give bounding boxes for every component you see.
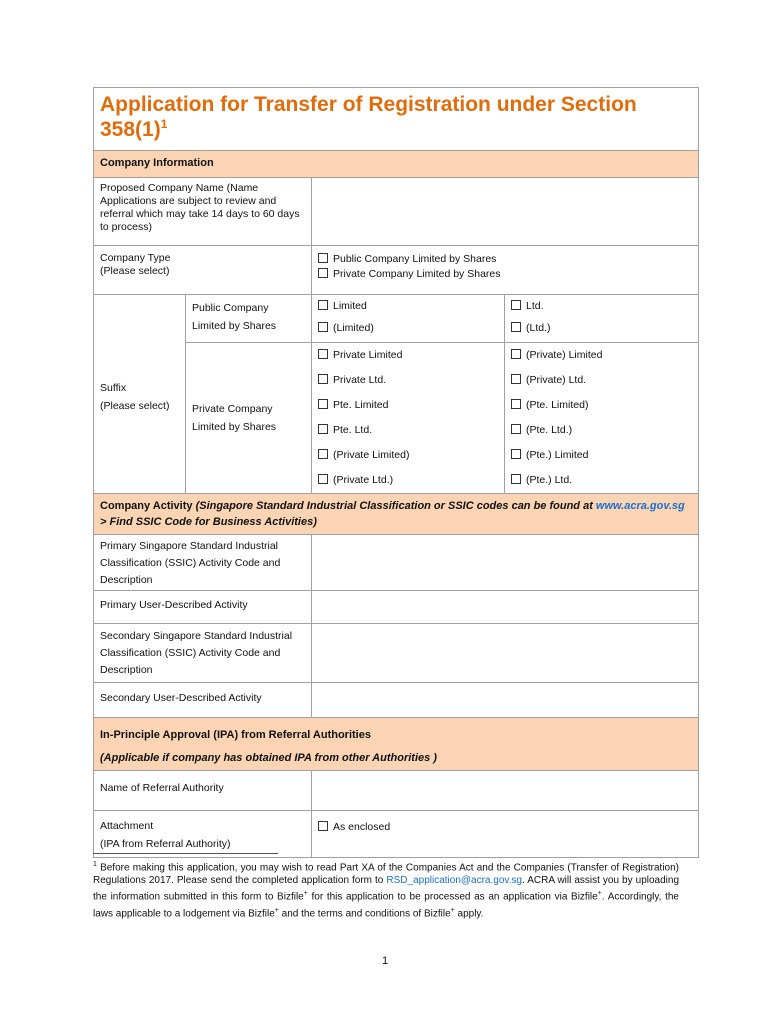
proposed-name-label: Proposed Company Name (Name Applications are subject to review and referral which may take 14 days to 60 days to process) [94, 178, 312, 246]
suffix-option[interactable]: (Pte. Limited) [505, 393, 699, 418]
suffix-option[interactable]: (Private Ltd.) [312, 468, 505, 494]
suffix-option[interactable]: (Pte.) Limited [505, 443, 699, 468]
checkbox-icon[interactable] [318, 449, 328, 459]
checkbox-icon[interactable] [318, 322, 328, 332]
ipa-header: In-Principle Approval (IPA) from Referral Authorities (Applicable if company has obtained IPA from other Authorities ) [94, 718, 699, 771]
title-cell [94, 88, 699, 151]
footnote-divider [93, 853, 278, 854]
checkbox-icon[interactable] [318, 374, 328, 384]
suffix-label: Suffix (Please select) [94, 295, 186, 494]
acra-website-link[interactable]: www.acra.gov.sg [595, 500, 685, 512]
suffix-option[interactable]: (Private) Limited [505, 343, 699, 369]
company-type-option-public[interactable]: Public Company Limited by Shares [318, 252, 692, 267]
public-company-label: Public Company Limited by Shares [186, 295, 312, 343]
checkbox-icon[interactable] [318, 349, 328, 359]
checkbox-icon[interactable] [511, 322, 521, 332]
checkbox-icon[interactable] [318, 300, 328, 310]
checkbox-icon[interactable] [318, 424, 328, 434]
ipa-subheader: (Applicable if company has obtained IPA from other Authorities ) [100, 752, 437, 764]
suffix-option[interactable]: Pte. Limited [312, 393, 505, 418]
suffix-option[interactable]: Pte. Ltd. [312, 418, 505, 443]
checkbox-icon[interactable] [511, 399, 521, 409]
suffix-option[interactable]: Private Limited [312, 343, 505, 369]
title-footnote-mark: 1 [160, 117, 168, 131]
secondary-ssic-input[interactable] [312, 624, 699, 683]
footnote: $^1$ Before making this application, you may wish to read Part XA of the Companies Act and the Companies (Transfer of Registration) Regulations 2017. Please send the completed application form to RSD_application@acra.gov.sg. ACRA will assist you by uploading the information submitted in this form to Bizfile+ for this application to be processed as an application via Bizfile+. Accordingly, the laws applicable to a lodgement via Bizfile+ and the terms and conditions of Bizfile+ apply. [93, 861, 680, 919]
checkbox-icon[interactable] [511, 300, 521, 310]
company-type-option-private[interactable]: Private Company Limited by Shares [318, 267, 692, 282]
checkbox-icon[interactable] [511, 374, 521, 384]
attachment-label: Attachment (IPA from Referral Authority) [94, 811, 312, 858]
proposed-name-input[interactable] [312, 178, 699, 246]
secondary-user-activity-input[interactable] [312, 683, 699, 718]
secondary-ssic-label: Secondary Singapore Standard Industrial Classification (SSIC) Activity Code and Description [94, 624, 312, 683]
checkbox-icon[interactable] [511, 349, 521, 359]
company-type-label: Company Type (Please select) [94, 246, 312, 295]
checkbox-icon[interactable] [318, 253, 328, 263]
company-activity-header: Company Activity (Singapore Standard Industrial Classification or SSIC codes can be found at www.acra.gov.sg > Find SSIC Code for Business Activities) [94, 494, 699, 535]
suffix-option[interactable]: (Pte. Ltd.) [505, 418, 699, 443]
suffix-option[interactable]: (Pte.) Ltd. [505, 468, 699, 494]
application-form-table [93, 87, 699, 858]
form-title: Application for Transfer of Registration under Section $358(1)^1$ [100, 93, 637, 141]
checkbox-icon[interactable] [318, 474, 328, 484]
primary-user-activity-input[interactable] [312, 591, 699, 624]
checkbox-icon[interactable] [511, 424, 521, 434]
checkbox-icon[interactable] [318, 268, 328, 278]
checkbox-icon[interactable] [318, 399, 328, 409]
company-info-header: Company Information [94, 151, 699, 178]
suffix-option[interactable]: (Private Limited) [312, 443, 505, 468]
suffix-option[interactable]: (Private) Ltd. [505, 368, 699, 393]
referral-authority-label: Name of Referral Authority [94, 771, 312, 811]
checkbox-icon[interactable] [318, 821, 328, 831]
private-company-label: Private Company Limited by Shares [186, 343, 312, 494]
checkbox-icon[interactable] [511, 449, 521, 459]
company-type-options [312, 246, 699, 295]
attachment-option[interactable]: As enclosed [312, 811, 699, 858]
primary-ssic-input[interactable] [312, 535, 699, 591]
checkbox-icon[interactable] [511, 474, 521, 484]
secondary-user-activity-label: Secondary User-Described Activity [94, 683, 312, 718]
email-link[interactable]: RSD_application@acra.gov.sg [386, 875, 522, 887]
primary-user-activity-label: Primary User-Described Activity [94, 591, 312, 624]
suffix-option[interactable]: Ltd. [505, 295, 699, 317]
page-number: 1 [381, 955, 389, 967]
suffix-option[interactable]: Private Ltd. [312, 368, 505, 393]
primary-ssic-label: Primary Singapore Standard Industrial Classification (SSIC) Activity Code and Description [94, 535, 312, 591]
suffix-option[interactable]: (Limited) [312, 316, 505, 343]
referral-authority-input[interactable] [312, 771, 699, 811]
suffix-option[interactable]: (Ltd.) [505, 316, 699, 343]
suffix-option[interactable]: Limited [312, 295, 505, 317]
